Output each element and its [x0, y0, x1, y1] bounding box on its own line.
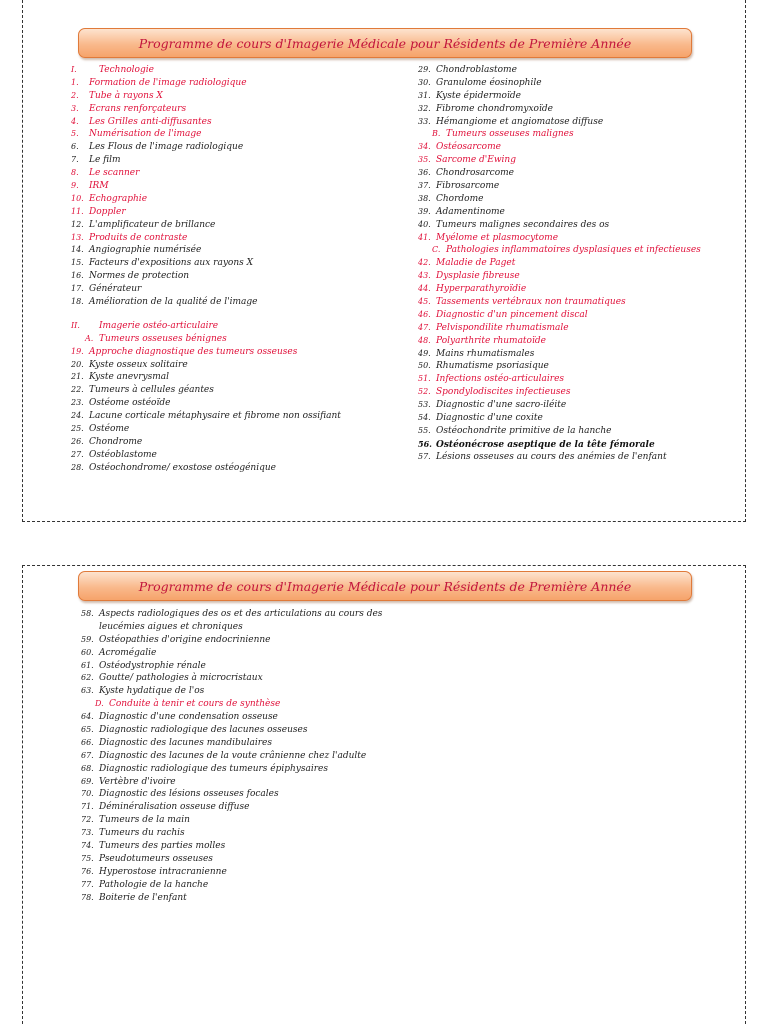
list-item	[81, 737, 382, 750]
item-number: 48.	[418, 335, 431, 345]
item-number: 35.	[418, 155, 431, 165]
item-text: Ostéoblastome	[89, 449, 157, 460]
item-number: 25.	[71, 424, 84, 434]
item-number: 70.	[81, 789, 94, 799]
page-2-title: Programme de cours d'Imagerie Médicale pour Résidents de Première Année	[138, 578, 632, 594]
item-number: 13.	[71, 232, 84, 242]
list-item	[71, 232, 341, 245]
list-item	[418, 257, 701, 270]
item-number: 50.	[418, 361, 431, 371]
item-text: Technologie	[99, 65, 154, 75]
list-item	[418, 360, 701, 373]
list-item	[81, 724, 382, 737]
item-text: Tumeurs de la main	[99, 815, 190, 826]
item-text: L'amplificateur de brillance	[89, 219, 216, 230]
list-item	[71, 167, 341, 180]
item-text: Diagnostic des lacunes mandibulaires	[99, 737, 272, 748]
item-text: Kyste épidermoïde	[436, 90, 521, 101]
list-item	[81, 608, 382, 621]
item-text: Acromégalie	[99, 647, 157, 658]
item-text: Kyste hydatique de l'os	[99, 686, 205, 697]
item-number: 12.	[71, 219, 84, 229]
item-text: Sarcome d'Ewing	[436, 155, 516, 166]
item-number: 67.	[81, 750, 94, 760]
item-number: 63.	[81, 686, 94, 696]
list-item	[71, 244, 341, 257]
page-1-right-column	[418, 64, 701, 464]
item-text: Adamentinome	[436, 206, 505, 217]
section-heading	[71, 64, 341, 77]
item-number: 27.	[71, 449, 84, 459]
item-number: 55.	[418, 425, 431, 435]
item-number: 11.	[71, 206, 84, 216]
item-text: Angiographie numérisée	[89, 245, 202, 256]
item-text: IRM	[89, 181, 109, 192]
item-number: 7.	[71, 155, 79, 165]
item-text: Facteurs d'expositions aux rayons X	[89, 258, 254, 269]
list-item	[418, 206, 701, 219]
item-text: Ostéodystrophie rénale	[99, 660, 206, 671]
list-item	[71, 371, 341, 384]
list-item	[81, 840, 382, 853]
item-number: 21.	[71, 372, 84, 382]
item-number: 23.	[71, 398, 84, 408]
list-item	[81, 776, 382, 789]
page-2	[22, 565, 746, 1024]
item-text: Formation de l'image radiologique	[89, 77, 247, 88]
item-number: 72.	[81, 815, 94, 825]
item-number: 24.	[71, 411, 84, 421]
item-number: 61.	[81, 660, 94, 670]
list-item	[418, 90, 701, 103]
item-number: B.	[432, 129, 441, 139]
page-2-title-banner	[78, 571, 692, 601]
list-item	[418, 348, 701, 361]
item-number: 14.	[71, 245, 84, 255]
list-item	[81, 879, 382, 892]
item-text: Produits de contraste	[89, 232, 188, 243]
item-number: 26.	[71, 436, 84, 446]
list-item	[81, 685, 382, 698]
item-number: 56.	[418, 438, 432, 449]
list-item	[71, 219, 341, 232]
item-text: Myélome et plasmocytome	[436, 232, 559, 243]
item-number: 45.	[418, 297, 431, 307]
item-text: Infections ostéo-articulaires	[436, 374, 565, 385]
item-number: 2.	[71, 90, 79, 100]
item-text: Diagnostic d'un pincement discal	[436, 309, 588, 320]
item-text: Hyperparathyroïdie	[436, 284, 527, 295]
item-number: 47.	[418, 322, 431, 332]
item-text: Pseudotumeurs osseuses	[99, 853, 213, 864]
item-number: 54.	[418, 413, 431, 423]
list-item	[81, 788, 382, 801]
list-item	[418, 232, 701, 245]
item-text: Spondylodiscites infectieuses	[436, 387, 571, 398]
list-item	[71, 103, 341, 116]
item-text: Chondroblastome	[436, 65, 517, 75]
item-number: 53.	[418, 400, 431, 410]
item-text: Polyarthrite rhumatoïde	[436, 335, 546, 346]
item-number: 19.	[71, 346, 84, 356]
item-number: 33.	[418, 116, 431, 126]
list-item	[418, 386, 701, 399]
list-item	[81, 660, 382, 673]
item-number: 78.	[81, 892, 94, 902]
item-text: Imagerie ostéo-articulaire	[99, 320, 219, 331]
page-1-left-column	[71, 64, 341, 475]
item-number: 66.	[81, 737, 94, 747]
item-number: 37.	[418, 181, 431, 191]
item-text: Ostéosarcome	[436, 142, 501, 153]
item-number: 36.	[418, 168, 431, 178]
item-number: 18.	[71, 297, 84, 307]
item-text: Tumeurs osseuses bénignes	[99, 333, 227, 344]
item-number: 16.	[71, 271, 84, 281]
item-text: Diagnostic d'une coxite	[436, 413, 543, 424]
item-text: Pelvispondilite rhumatismale	[436, 322, 569, 333]
item-text: Tumeurs osseuses malignes	[446, 129, 574, 140]
item-number: 42.	[418, 258, 431, 268]
item-text: Pathologies inflammatoires dysplasiques et infectieuses	[446, 245, 701, 256]
item-number: 71.	[81, 802, 94, 812]
list-item	[418, 219, 701, 232]
item-text: Granulome éosinophile	[436, 77, 542, 88]
item-text: Conduite à tenir et cours de synthèse	[109, 699, 281, 710]
item-text: Déminéralisation osseuse diffuse	[99, 802, 250, 813]
list-item	[71, 193, 341, 206]
item-number: 59.	[81, 634, 94, 644]
item-text: Ostéome ostéoïde	[89, 398, 171, 409]
item-text: Maladie de Paget	[436, 258, 516, 269]
item-number: 34.	[418, 142, 431, 152]
item-number: 3.	[71, 103, 79, 113]
list-item	[71, 128, 341, 141]
item-number: C.	[432, 245, 441, 255]
list-item	[71, 359, 341, 372]
list-item	[71, 116, 341, 129]
item-number: 5.	[71, 129, 79, 139]
list-item	[81, 647, 382, 660]
list-item	[418, 309, 701, 322]
page-2-list	[81, 608, 382, 904]
list-item	[418, 373, 701, 386]
list-item	[418, 283, 701, 296]
list-item	[81, 866, 382, 879]
item-text: Chondrome	[89, 436, 143, 447]
item-text: Goutte/ pathologies à microcristaux	[99, 673, 263, 684]
item-number: 38.	[418, 193, 431, 203]
page-1-title-banner	[78, 28, 692, 58]
item-text: Tube à rayons X	[89, 90, 163, 101]
item-text: Lacune corticale métaphysaire et fibrome non ossifiant	[89, 411, 341, 422]
item-number: 49.	[418, 348, 431, 358]
item-text: Le film	[89, 155, 121, 166]
item-text: Ostéopathies d'origine endocrinienne	[99, 634, 271, 645]
list-item	[418, 180, 701, 193]
list-item	[418, 154, 701, 167]
item-text: Kyste anevrysmal	[89, 372, 170, 383]
item-text: Vertèbre d'ivoire	[99, 776, 176, 787]
list-item	[81, 750, 382, 763]
item-text: Ostéochondrome/ exostose ostéogénique	[89, 462, 276, 473]
list-item	[81, 621, 382, 634]
item-text: Approche diagnostique des tumeurs osseuses	[89, 346, 298, 357]
item-text: Les Flous de l'image radiologique	[89, 142, 244, 153]
item-number: 31.	[418, 90, 431, 100]
item-number: 39.	[418, 206, 431, 216]
section-heading	[71, 320, 341, 333]
item-text: Rhumatisme psoriasique	[436, 361, 549, 372]
item-number: 1.	[71, 77, 79, 87]
list-item	[418, 412, 701, 425]
list-item	[418, 77, 701, 90]
list-item	[418, 296, 701, 309]
page-1	[22, 0, 746, 522]
list-item	[81, 814, 382, 827]
item-text: leucémies aigues et chroniques	[99, 621, 243, 632]
item-text: Tumeurs malignes secondaires des os	[436, 219, 610, 230]
item-number: 64.	[81, 712, 94, 722]
item-text: Kyste osseux solitaire	[89, 359, 188, 370]
item-text: Tumeurs du rachis	[99, 828, 185, 839]
list-item	[71, 154, 341, 167]
item-text: Echographie	[89, 193, 148, 204]
item-text: Ostéochondrite primitive de la hanche	[436, 425, 612, 436]
list-spacer	[71, 309, 341, 320]
item-text: Pathologie de la hanche	[99, 879, 209, 890]
item-text: Ostéome	[89, 424, 130, 435]
list-item	[418, 451, 701, 464]
list-item	[81, 827, 382, 840]
item-text: Générateur	[89, 284, 142, 295]
list-item	[418, 64, 701, 77]
item-number: 8.	[71, 168, 79, 178]
item-text: Tassements vertébraux non traumatiques	[436, 297, 626, 308]
item-number: 58.	[81, 609, 94, 618]
item-text: Diagnostic des lacunes de la voute crânienne chez l'adulte	[99, 750, 367, 761]
item-number: 52.	[418, 387, 431, 397]
subsection-heading	[71, 333, 341, 346]
item-number: 41.	[418, 232, 431, 242]
item-number: 43.	[418, 271, 431, 281]
item-number: 77.	[81, 879, 94, 889]
list-item	[418, 167, 701, 180]
item-number: 46.	[418, 309, 431, 319]
list-item	[81, 763, 382, 776]
item-number: 20.	[71, 359, 84, 369]
list-item	[81, 801, 382, 814]
list-item	[71, 141, 341, 154]
item-number: 22.	[71, 385, 84, 395]
item-text: Chondrosarcome	[436, 168, 514, 179]
item-text: Chordome	[436, 193, 484, 204]
list-item	[81, 711, 382, 724]
list-item	[81, 892, 382, 905]
item-number: 9.	[71, 181, 79, 191]
list-item	[71, 410, 341, 423]
list-item	[81, 853, 382, 866]
item-number: 30.	[418, 77, 431, 87]
item-text: Tumeurs des parties molles	[99, 841, 226, 852]
list-item	[71, 462, 341, 475]
item-number: 73.	[81, 828, 94, 838]
item-number: 68.	[81, 763, 94, 773]
list-item	[418, 193, 701, 206]
list-item	[81, 672, 382, 685]
subsection-heading	[418, 244, 701, 257]
item-text: Diagnostic d'une sacro-iléite	[436, 400, 567, 411]
item-text: Ecrans renforçateurs	[89, 103, 187, 114]
list-item	[71, 449, 341, 462]
item-number: 4.	[71, 116, 79, 126]
list-item	[71, 257, 341, 270]
item-number: 75.	[81, 853, 94, 863]
item-number: 65.	[81, 725, 94, 735]
item-number: 51.	[418, 374, 431, 384]
subsection-heading	[81, 698, 382, 711]
subsection-heading	[418, 128, 701, 141]
item-text: Les Grilles anti-diffusantes	[89, 116, 212, 127]
item-text: Tumeurs à cellules géantes	[89, 385, 214, 396]
list-item	[71, 283, 341, 296]
list-item	[418, 438, 701, 451]
item-text: Le scanner	[89, 168, 140, 179]
list-item	[71, 423, 341, 436]
list-item	[418, 103, 701, 116]
item-number: I.	[71, 65, 77, 74]
item-text: Hémangiome et angiomatose diffuse	[436, 116, 604, 127]
list-item	[71, 436, 341, 449]
list-item	[418, 270, 701, 283]
item-text: Amélioration de la qualité de l'image	[89, 297, 258, 308]
item-text: Dysplasie fibreuse	[436, 271, 520, 282]
item-number: 74.	[81, 841, 94, 851]
item-number: 32.	[418, 103, 431, 113]
item-text: Hyperostose intracranienne	[99, 866, 227, 877]
item-number: 29.	[418, 65, 431, 74]
list-item	[81, 634, 382, 647]
item-number: 28.	[71, 462, 84, 472]
item-text: Fibrome chondromyxoïde	[436, 103, 553, 114]
list-item	[418, 425, 701, 438]
list-item	[71, 397, 341, 410]
item-text: Aspects radiologiques des os et des articulations au cours des	[99, 609, 383, 619]
item-number: 62.	[81, 673, 94, 683]
list-item	[71, 270, 341, 283]
list-item	[71, 384, 341, 397]
list-item	[418, 141, 701, 154]
item-number: 69.	[81, 776, 94, 786]
item-text: Normes de protection	[89, 271, 190, 282]
item-number: A.	[85, 333, 94, 343]
item-text: Doppler	[89, 206, 126, 217]
item-text: Boiterie de l'enfant	[99, 892, 187, 903]
item-text: Diagnostic radiologique des tumeurs épiphysaires	[99, 763, 328, 774]
item-number: 40.	[418, 219, 431, 229]
list-item	[71, 206, 341, 219]
list-item	[71, 77, 341, 90]
item-number: 10.	[71, 193, 84, 203]
item-text: Mains rhumatismales	[436, 348, 535, 359]
list-item	[71, 346, 341, 359]
item-number: 76.	[81, 866, 94, 876]
item-text: Lésions osseuses au cours des anémies de l'enfant	[436, 451, 667, 462]
item-number: II.	[71, 320, 80, 330]
list-item	[418, 322, 701, 335]
item-number: D.	[95, 699, 104, 709]
list-item	[418, 335, 701, 348]
item-text: Diagnostic des lésions osseuses focales	[99, 789, 279, 800]
list-item	[418, 116, 701, 129]
item-text: Diagnostic d'une condensation osseuse	[99, 712, 278, 723]
page-1-title: Programme de cours d'Imagerie Médicale pour Résidents de Première Année	[138, 35, 632, 51]
item-text: Numérisation de l'image	[89, 129, 202, 140]
list-item	[418, 399, 701, 412]
item-text: Ostéonécrose aseptique de la tête fémorale	[436, 439, 655, 450]
list-item	[71, 90, 341, 103]
list-item	[71, 296, 341, 309]
item-number: 57.	[418, 451, 431, 461]
item-number: 60.	[81, 647, 94, 657]
list-item	[71, 180, 341, 193]
item-number: 6.	[71, 142, 79, 152]
item-number: 44.	[418, 284, 431, 294]
item-number: 17.	[71, 284, 84, 294]
item-text: Diagnostic radiologique des lacunes osseuses	[99, 725, 308, 736]
item-number: 15.	[71, 258, 84, 268]
item-text: Fibrosarcome	[436, 181, 500, 192]
